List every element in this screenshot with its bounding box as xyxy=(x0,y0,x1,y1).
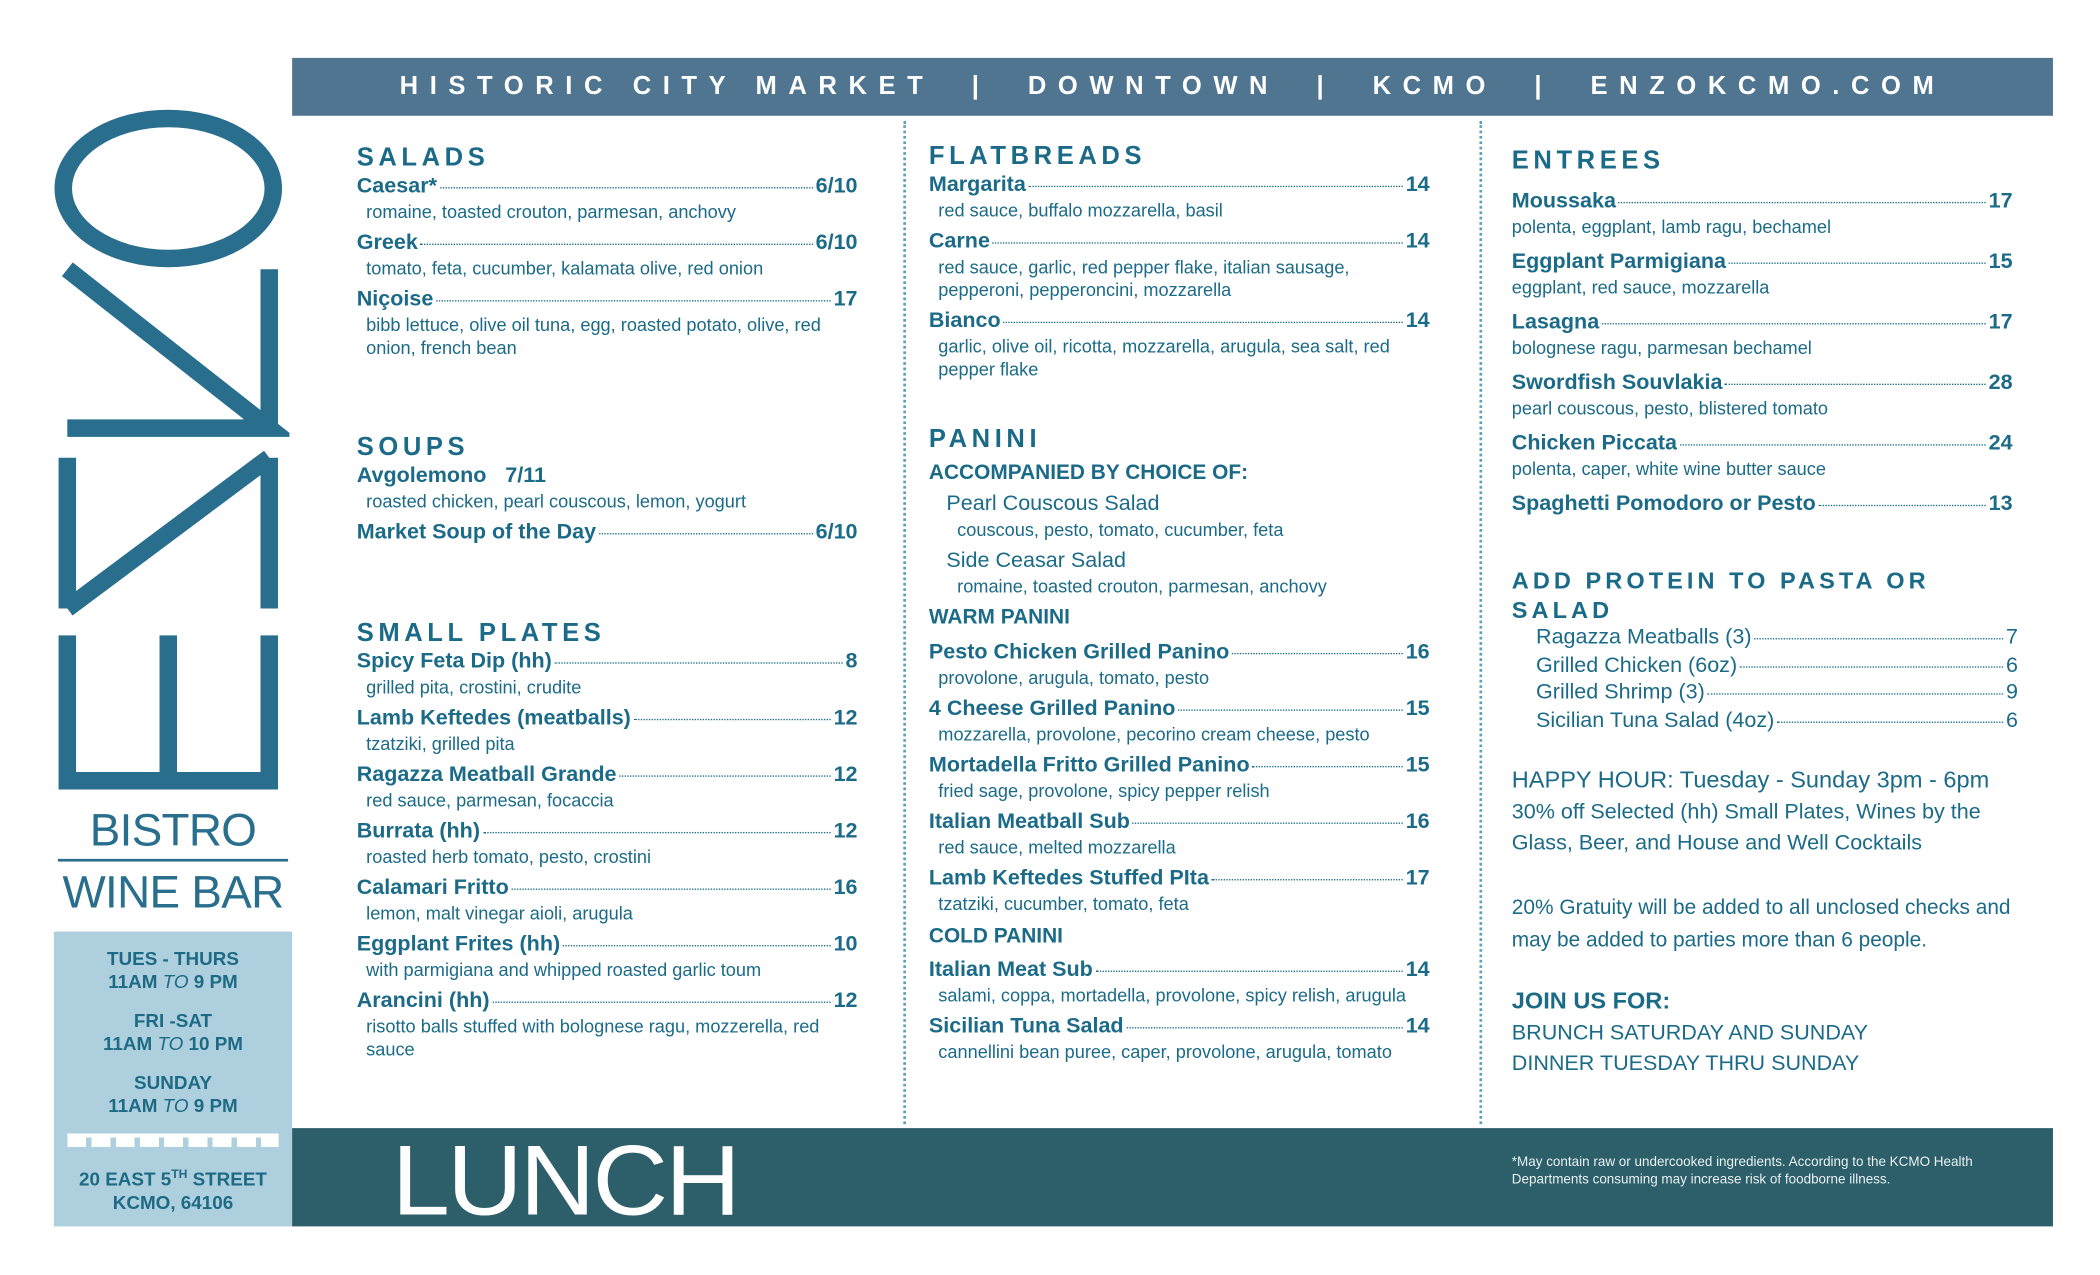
hours-open: 11AM xyxy=(108,1094,158,1116)
item-price: 7 xyxy=(2005,625,2018,649)
dot-leader xyxy=(619,775,831,776)
dot-leader xyxy=(511,888,830,889)
hours-days: TUES - THURS xyxy=(107,947,239,970)
item-name: Lamb Keftedes (meatballs) xyxy=(356,706,631,730)
item-price: 13 xyxy=(1988,492,2013,516)
hours-to: TO xyxy=(162,970,189,993)
hours-days: SUNDAY xyxy=(134,1071,212,1094)
address-sup: TH xyxy=(171,1167,188,1181)
item-price: 14 xyxy=(1405,958,1430,982)
item-price: 6 xyxy=(2005,653,2018,677)
section-title: SMALL PLATES xyxy=(356,619,606,648)
section-soups xyxy=(357,433,858,553)
happy-hour-text: 30% off Selected (hh) Small Plates, Wines by the Glass, Beer, and House and Well Cocktails xyxy=(1511,800,1981,855)
item-name: Spaghetti Pomodoro or Pesto xyxy=(1511,492,1816,516)
address-street-end: STREET xyxy=(187,1168,267,1190)
menu-item xyxy=(1512,680,2018,708)
menu-item-row xyxy=(929,229,1430,256)
menu-item-row xyxy=(1512,652,2018,679)
item-price: 7/11 xyxy=(505,464,546,488)
item-description: red sauce, parmesan, focaccia xyxy=(366,790,614,811)
menu-item-row xyxy=(1512,249,2013,276)
item-name: Eggplant Parmigiana xyxy=(1511,250,1727,274)
item-name: Burrata (hh) xyxy=(356,819,481,843)
item-description: bibb lettuce, olive oil tuna, egg, roasted potato, olive, red onion, french bean xyxy=(366,315,821,359)
item-price: 12 xyxy=(833,989,858,1013)
item-description: tzatziki, grilled pita xyxy=(366,733,515,754)
menu-item-row xyxy=(929,491,1430,518)
item-name: Lamb Keftedes Stuffed PIta xyxy=(928,866,1209,890)
section-title: ADD PROTEIN TO PASTA OR SALAD xyxy=(1511,566,1930,624)
menu-item xyxy=(929,866,1430,916)
item-description: tomato, feta, cucumber, kalamata olive, red onion xyxy=(366,258,764,279)
item-price: 15 xyxy=(1405,753,1430,777)
item-name: Calamari Fritto xyxy=(356,876,509,900)
decorative-border xyxy=(67,1134,278,1147)
menu-item xyxy=(929,308,1430,381)
item-price: 14 xyxy=(1405,1015,1430,1038)
menu-item-row xyxy=(1512,370,2013,397)
dot-leader xyxy=(1003,322,1403,323)
item-name: Side Ceasar Salad xyxy=(946,549,1126,573)
address xyxy=(54,1163,292,1214)
item-name: Caesar* xyxy=(356,175,437,198)
menu-item-row xyxy=(929,866,1430,893)
hours-time xyxy=(54,971,292,994)
bistro-label: BISTRO xyxy=(89,805,257,857)
join-line: BRUNCH SATURDAY AND SUNDAY xyxy=(1511,1021,1869,1044)
enzo-logo xyxy=(54,54,290,792)
menu-item-row xyxy=(929,639,1430,666)
item-description: cannellini bean puree, caper, provolone, arugula, tomato xyxy=(938,1041,1392,1063)
menu-item xyxy=(1512,625,2018,653)
dot-leader xyxy=(1212,879,1403,880)
menu-item xyxy=(357,287,858,360)
menu-item-row xyxy=(357,649,858,676)
item-name: Market Soup of the Day xyxy=(356,520,597,544)
dot-leader xyxy=(1725,384,1986,385)
menu-item-row xyxy=(357,230,858,257)
hours-group xyxy=(54,948,292,994)
menu-item xyxy=(1512,707,2018,735)
item-price: 12 xyxy=(833,819,858,843)
item-description: pearl couscous, pesto, blistered tomato xyxy=(1511,398,1828,419)
dot-leader xyxy=(1754,638,2003,639)
menu-item xyxy=(357,520,858,547)
item-price: 14 xyxy=(1405,230,1430,254)
dot-leader xyxy=(1777,721,2003,722)
dot-leader xyxy=(436,300,831,301)
item-description: romaine, toasted crouton, parmesan, anchovy xyxy=(957,576,1327,597)
item-description: risotto balls stuffed with bolognese ragu, mozzerella, red sauce xyxy=(366,1016,820,1060)
item-name: Carne xyxy=(928,230,990,254)
item-description: lemon, malt vinegar aioli, arugula xyxy=(366,903,633,924)
menu-item xyxy=(357,932,858,982)
menu-item-row xyxy=(1512,707,2018,734)
hours-days: FRI -SAT xyxy=(133,1009,213,1032)
dot-leader xyxy=(1178,709,1403,710)
dot-leader xyxy=(421,244,813,245)
item-name: Greek xyxy=(356,231,418,255)
footer-bar xyxy=(292,1124,2053,1236)
item-name: Grilled Shrimp (3) xyxy=(1536,681,1705,705)
dot-leader xyxy=(440,187,813,188)
hours-close: 10 PM xyxy=(188,1032,244,1055)
item-description: romaine, toasted crouton, parmesan, anchovy xyxy=(366,201,736,223)
menu-item-row xyxy=(1512,188,2013,215)
item-name: Ragazza Meatball Grande xyxy=(356,763,617,787)
dot-leader xyxy=(1133,823,1403,824)
item-name: Chicken Piccata xyxy=(1511,432,1678,456)
menu-item-row xyxy=(357,287,858,314)
menu-item xyxy=(357,705,858,755)
join-title: JOIN US FOR: xyxy=(1511,986,1671,1014)
dot-leader xyxy=(1740,666,2003,667)
address-street: 20 EAST 5 xyxy=(79,1168,172,1190)
menu-item xyxy=(929,1014,1430,1064)
hours-time xyxy=(54,1094,292,1117)
item-price: 16 xyxy=(1405,640,1430,664)
menu-item-row xyxy=(357,818,858,845)
item-name: Sicilian Tuna Salad (4oz) xyxy=(1536,708,1775,732)
menu-item-row xyxy=(357,875,858,902)
item-price: 6 xyxy=(2005,708,2018,732)
address-city: KCMO, 64106 xyxy=(112,1190,234,1213)
menu-item-row xyxy=(929,548,1430,575)
item-price: 12 xyxy=(833,763,858,787)
dot-leader xyxy=(1232,653,1403,654)
item-price: 14 xyxy=(1405,173,1430,197)
section-small-plates xyxy=(357,619,858,1067)
hours-group xyxy=(54,1010,292,1056)
item-price: 6/10 xyxy=(815,231,858,255)
item-name: Bianco xyxy=(928,309,1001,333)
item-description: with parmigiana and whipped roasted garlic toum xyxy=(366,959,762,981)
menu-item-row xyxy=(929,957,1430,984)
item-price: 17 xyxy=(1405,866,1430,890)
item-name: Grilled Chicken (6oz) xyxy=(1536,653,1738,677)
dot-leader xyxy=(1096,971,1403,972)
menu-item xyxy=(929,696,1430,746)
join-line: DINNER TUESDAY THRU SUNDAY xyxy=(1511,1052,1860,1076)
dot-leader xyxy=(563,945,831,946)
column-divider xyxy=(1479,121,1482,1124)
item-price: 16 xyxy=(1405,810,1430,834)
menu-item-row xyxy=(357,705,858,732)
item-price: 6/10 xyxy=(815,520,858,544)
hours-close: 9 PM xyxy=(193,970,238,993)
item-description: mozzarella, provolone, pecorino cream cheese, pesto xyxy=(938,724,1370,745)
hours-close: 9 PM xyxy=(193,1094,238,1116)
item-price: 8 xyxy=(845,650,858,674)
menu-item-row xyxy=(1512,625,2018,652)
dot-leader xyxy=(599,533,813,534)
item-name: 4 Cheese Grilled Panino xyxy=(928,697,1176,721)
menu-item xyxy=(1512,310,2013,360)
section-title: SALADS xyxy=(356,144,490,173)
menu-item xyxy=(357,174,858,224)
menu-item-row xyxy=(1512,310,2013,337)
menu-item-row xyxy=(929,753,1430,780)
section-flatbreads xyxy=(929,143,1430,388)
hours-box xyxy=(54,932,292,1227)
dot-leader xyxy=(483,832,831,833)
item-description: garlic, olive oil, ricotta, mozzarella, arugula, sea salt, red pepper flake xyxy=(938,336,1390,380)
menu-item-row xyxy=(929,1014,1430,1041)
dot-leader xyxy=(1707,693,2003,694)
item-description: grilled pita, crostini, crudite xyxy=(366,677,582,698)
hours-open: 11AM xyxy=(108,970,158,993)
item-name: Swordfish Souvlakia xyxy=(1511,371,1723,395)
item-name: Spicy Feta Dip (hh) xyxy=(356,650,552,674)
item-description: bolognese ragu, parmesan bechamel xyxy=(1511,337,1812,359)
item-name: Italian Meat Sub xyxy=(928,958,1093,982)
menu-item xyxy=(929,548,1430,598)
item-price: 15 xyxy=(1988,250,2013,274)
menu-item xyxy=(1512,249,2013,299)
item-name: Eggplant Frites (hh) xyxy=(356,932,561,956)
item-name: Mortadella Fritto Grilled Panino xyxy=(928,753,1250,777)
section-add-protein xyxy=(1512,565,2018,735)
item-name: Avgolemono xyxy=(356,464,487,488)
section-title: ENTREES xyxy=(1511,146,1665,176)
dot-leader xyxy=(1602,323,1986,324)
item-price: 6/10 xyxy=(815,175,858,198)
item-description: red sauce, buffalo mozzarella, basil xyxy=(938,200,1223,221)
item-name: Ragazza Meatballs (3) xyxy=(1536,625,1752,649)
hours-to: TO xyxy=(157,1032,184,1055)
menu-title: LUNCH xyxy=(391,1124,738,1236)
item-description: red sauce, melted mozzarella xyxy=(938,837,1176,858)
item-price: 17 xyxy=(1988,310,2013,334)
menu-item xyxy=(929,491,1430,541)
dot-leader xyxy=(1126,1027,1403,1028)
panini-accompanied: ACCOMPANIED BY CHOICE OF: xyxy=(928,461,1249,485)
item-description: provolone, arugula, tomato, pesto xyxy=(938,667,1210,688)
menu-item-row xyxy=(929,172,1430,199)
item-price: 24 xyxy=(1988,432,2013,456)
menu-item xyxy=(357,988,858,1061)
dot-leader xyxy=(492,1002,831,1003)
menu-item xyxy=(1512,370,2013,420)
item-description: couscous, pesto, tomato, cucumber, feta xyxy=(957,519,1284,540)
item-price: 14 xyxy=(1405,309,1430,333)
item-name: Margarita xyxy=(928,173,1026,197)
section-entrees xyxy=(1512,147,2013,529)
menu-item xyxy=(357,818,858,868)
menu-item-row xyxy=(1512,431,2013,458)
item-description: eggplant, red sauce, mozzarella xyxy=(1511,277,1770,298)
divider xyxy=(58,859,288,862)
menu-item-row xyxy=(357,174,858,201)
dot-leader xyxy=(1729,263,1986,264)
menu-item xyxy=(1512,188,2013,238)
menu-item-row xyxy=(357,463,858,490)
item-price: 16 xyxy=(833,876,858,900)
section-title: PANINI xyxy=(928,425,1042,454)
dot-leader xyxy=(555,662,843,663)
hours-to: TO xyxy=(162,1094,189,1116)
dot-leader xyxy=(1680,444,1986,445)
cold-panini-title: COLD PANINI xyxy=(928,924,1063,948)
menu-item-row xyxy=(357,988,858,1015)
item-name: Arancini (hh) xyxy=(356,989,490,1013)
menu-item xyxy=(929,639,1430,689)
gratuity-note: 20% Gratuity will be added to all unclosed checks and may be added to parties more than 6 people. xyxy=(1511,896,2011,952)
item-description: polenta, caper, white wine butter sauce xyxy=(1511,459,1826,480)
item-description: polenta, eggplant, lamb ragu, bechamel xyxy=(1511,216,1832,237)
item-price: 10 xyxy=(833,932,858,956)
wine-bar-label: WINE BAR xyxy=(62,866,284,919)
menu-item-row xyxy=(1512,491,2013,518)
header-bar xyxy=(292,58,2053,116)
header-tagline: HISTORIC CITY MARKET | DOWNTOWN | KCMO | ENZOKCMO.COM xyxy=(399,72,1946,101)
hours-open: 11AM xyxy=(102,1032,153,1055)
menu-item-row xyxy=(357,520,858,547)
menu-item-row xyxy=(929,308,1430,335)
dot-leader xyxy=(993,242,1403,243)
menu-item-row xyxy=(357,932,858,959)
join-us xyxy=(1512,985,2024,1080)
section-salads xyxy=(357,144,858,366)
menu-item-row xyxy=(357,762,858,789)
menu-item xyxy=(357,875,858,925)
menu-item xyxy=(357,762,858,812)
menu-item xyxy=(1512,431,2013,481)
hours-time xyxy=(54,1033,292,1056)
bistro-wine-bar xyxy=(54,805,292,918)
menu-item xyxy=(1512,652,2018,680)
menu-item-row xyxy=(1512,680,2018,707)
menu-item xyxy=(929,229,1430,302)
section-title: SOUPS xyxy=(356,433,470,462)
menu-item xyxy=(357,649,858,699)
item-price: 17 xyxy=(1988,189,2013,213)
item-description: tzatziki, cucumber, tomato, feta xyxy=(938,893,1189,915)
item-name: Niçoise xyxy=(356,288,434,311)
dot-leader xyxy=(634,719,831,720)
item-description: roasted chicken, pearl couscous, lemon, yogurt xyxy=(366,491,747,512)
item-name: Moussaka xyxy=(1511,189,1616,213)
dot-leader xyxy=(1818,505,1985,506)
dot-leader xyxy=(1029,186,1403,187)
menu-item-row xyxy=(929,809,1430,836)
menu-item xyxy=(357,230,858,280)
item-name: Pesto Chicken Grilled Panino xyxy=(928,640,1230,664)
hours-group xyxy=(54,1072,292,1118)
section-panini xyxy=(929,425,1430,1070)
dot-leader xyxy=(1252,766,1403,767)
menu-item xyxy=(929,809,1430,859)
warm-panini-title: WARM PANINI xyxy=(928,605,1070,629)
item-price: 15 xyxy=(1405,697,1430,721)
item-name: Italian Meatball Sub xyxy=(928,810,1130,834)
menu-item xyxy=(357,463,858,513)
item-price: 12 xyxy=(833,706,858,730)
section-title: FLATBREADS xyxy=(928,142,1147,171)
item-price: 9 xyxy=(2005,681,2018,705)
item-description: roasted herb tomato, pesto, crostini xyxy=(366,846,652,867)
dot-leader xyxy=(1619,202,1986,203)
menu-item-row xyxy=(929,696,1430,723)
menu-item xyxy=(1512,491,2013,518)
item-description: fried sage, provolone, spicy pepper relish xyxy=(938,780,1270,801)
menu-item xyxy=(929,172,1430,222)
column-divider xyxy=(903,121,906,1124)
disclaimer: *May contain raw or undercooked ingredients. According to the KCMO Health Departments consuming may increase risk of foodborne illness. xyxy=(1511,1155,1973,1188)
item-price: 17 xyxy=(833,288,858,311)
item-name: Pearl Couscous Salad xyxy=(946,492,1160,516)
item-name: Sicilian Tuna Salad xyxy=(928,1015,1124,1038)
item-description: salami, coppa, mortadella, provolone, spicy relish, arugula xyxy=(938,985,1407,1006)
item-description: red sauce, garlic, red pepper flake, italian sausage, pepperoni, pepperoncini, mozzarella xyxy=(938,257,1350,301)
menu-item xyxy=(929,753,1430,803)
happy-hour-title: HAPPY HOUR: Tuesday - Sunday 3pm - 6pm xyxy=(1511,765,1990,793)
menu-item xyxy=(929,957,1430,1007)
item-name: Lasagna xyxy=(1511,310,1600,334)
happy-hour xyxy=(1512,765,2024,860)
item-price: 28 xyxy=(1988,371,2013,395)
